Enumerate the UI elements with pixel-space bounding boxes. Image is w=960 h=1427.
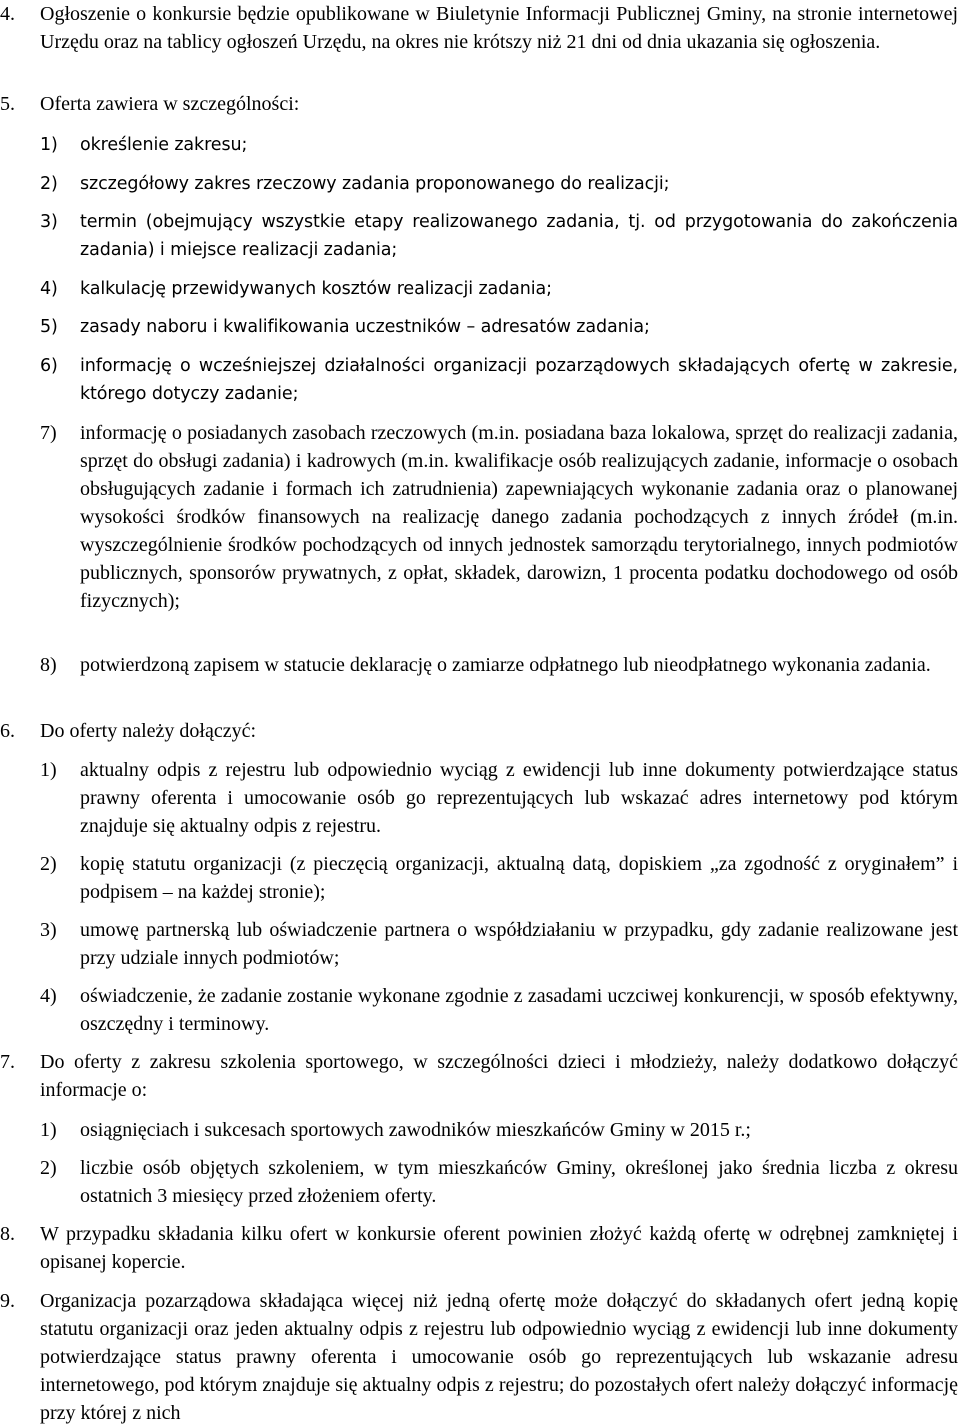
list-item-text: potwierdzoną zapisem w statucie deklarację o zamiarze odpłatnego lub nieodpłatnego wykonania zadania.	[80, 654, 931, 676]
list-item-number: 1)	[40, 759, 57, 781]
list-item-text: aktualny odpis z rejestru lub odpowiednio wyciąg z ewidencji lub inne dokumenty potwierdzające status prawny oferenta i umocowanie osób go reprezentujących lub wskazać adres internetowy pod którym znajduje się aktualny odpis z rejestru.	[80, 759, 958, 837]
list-item-text: oświadczenie, że zadanie zostanie wykonane zgodnie z zasadami uczciwej konkurencji, w sposób efektywny, oszczędny i terminowy.	[80, 985, 958, 1035]
list-item	[40, 982, 958, 1038]
list-item	[40, 651, 958, 679]
section-number: 9.	[0, 1290, 15, 1312]
list-item	[40, 419, 958, 615]
list-item-number: 4)	[40, 985, 57, 1007]
list-item-number: 3)	[40, 919, 57, 941]
section-text: Do oferty z zakresu szkolenia sportowego, w szczególności dzieci i młodzieży, należy dodatkowo dołączyć informacje o:	[40, 1051, 958, 1101]
list-item	[40, 916, 958, 972]
list-item-number: 1)	[40, 135, 58, 155]
list-item-text: liczbie osób objętych szkoleniem, w tym mieszkańców Gminy, określonej jako średnia liczba z okresu ostatnich 3 miesięcy przed złożeniem oferty.	[80, 1157, 958, 1207]
list-item-number: 4)	[40, 279, 58, 299]
section-9	[0, 1287, 958, 1427]
list-item-text: kopię statutu organizacji (z pieczęcią organizacji, aktualną datą, dopiskiem „za zgodność z oryginałem” i podpisem – na każdej stronie);	[80, 853, 958, 903]
section-7	[0, 1048, 958, 1104]
list-item-number: 3)	[40, 212, 58, 232]
list-item-text: osiągnięciach i sukcesach sportowych zawodników mieszkańców Gminy w 2015 r.;	[80, 1119, 751, 1141]
section-text: Organizacja pozarządowa składająca więcej niż jedną ofertę może dołączyć do składanych ofert jedną kopię statutu organizacji oraz jeden aktualny odpis z rejestru lub odpowiednio wyciąg z ewidencji lub inne dokumenty potwierdzające status prawny oferenta i umocowanie osób go reprezentujących lub wskazanie adresu internetowego, pod którym znajduje się aktualny odpis z rejestru; do pozostałych ofert należy dołączyć informację przy której z nich	[40, 1290, 958, 1424]
list-item-number: 2)	[40, 1157, 57, 1179]
list-item	[40, 313, 958, 341]
list-item-text: zasady naboru i kwalifikowania uczestników – adresatów zadania;	[80, 317, 650, 337]
section-number: 5.	[0, 93, 15, 115]
section-number: 6.	[0, 720, 15, 742]
list-item-number: 8)	[40, 654, 57, 676]
list-item	[40, 352, 958, 408]
section-8	[0, 1220, 958, 1276]
section-number: 7.	[0, 1051, 15, 1073]
section-number: 4.	[0, 3, 15, 25]
list-item	[40, 170, 958, 198]
section-text: Do oferty należy dołączyć:	[40, 720, 257, 742]
list-item-text: informację o wcześniejszej działalności organizacji pozarządowych składających ofertę w zakresie, którego dotyczy zadanie;	[80, 356, 958, 404]
list-item	[40, 275, 958, 303]
section-text: Ogłoszenie o konkursie będzie opublikowane w Biuletynie Informacji Publicznej Gminy, na stronie internetowej Urzędu oraz na tablicy ogłoszeń Urzędu, na okres nie krótszy niż 21 dni od dnia ukazania się ogłoszenia.	[40, 3, 958, 53]
list-item-number: 2)	[40, 853, 57, 875]
list-item	[40, 756, 958, 840]
list-item-text: kalkulację przewidywanych kosztów realizacji zadania;	[80, 279, 552, 299]
list-item-text: szczegółowy zakres rzeczowy zadania proponowanego do realizacji;	[80, 174, 670, 194]
section-5	[0, 90, 958, 118]
list-item-number: 7)	[40, 422, 57, 444]
list-item-number: 6)	[40, 356, 58, 376]
list-item-text: określenie zakresu;	[80, 135, 248, 155]
section-6	[0, 717, 958, 745]
list-item-number: 5)	[40, 317, 58, 337]
list-item-text: umowę partnerską lub oświadczenie partnera o współdziałaniu w przypadku, gdy zadanie realizowane jest przy udziale innych podmiotów;	[80, 919, 958, 969]
list-item-text: termin (obejmujący wszystkie etapy realizowanego zadania, tj. od przygotowania do zakończenia zadania) i miejsce realizacji zadania;	[80, 212, 958, 260]
section-text: W przypadku składania kilku ofert w konkursie oferent powinien złożyć każdą ofertę w odrębnej zamkniętej i opisanej kopercie.	[40, 1223, 958, 1273]
list-item-text: informację o posiadanych zasobach rzeczowych (m.in. posiadana baza lokalowa, sprzęt do realizacji zadania, sprzęt do obsługi zadania) i kadrowych (m.in. kwalifikacje osób realizujących zadanie, informacje o osobach obsługujących zadanie i formach ich zatrudnienia) zapewniających wykonanie zadania oraz o planowanej wysokości środków finansowych na realizację danego zadania pochodzących z innych źródeł (m.in. wyszczególnienie środków pochodzących od innych jednostek samorządu terytorialnego, innych podmiotów publicznych, sponsorów prywatnych, z opłat, składek, darowizn, 1 procenta podatku dochodowego od osób fizycznych);	[80, 422, 958, 612]
list-item-number: 2)	[40, 174, 58, 194]
list-item	[40, 1154, 958, 1210]
list-item	[40, 208, 958, 264]
section-4	[0, 0, 958, 56]
section-number: 8.	[0, 1223, 15, 1245]
section-text: Oferta zawiera w szczególności:	[40, 93, 300, 115]
list-item	[40, 1116, 958, 1144]
list-item	[40, 850, 958, 906]
list-item-number: 1)	[40, 1119, 57, 1141]
list-item	[40, 131, 958, 159]
